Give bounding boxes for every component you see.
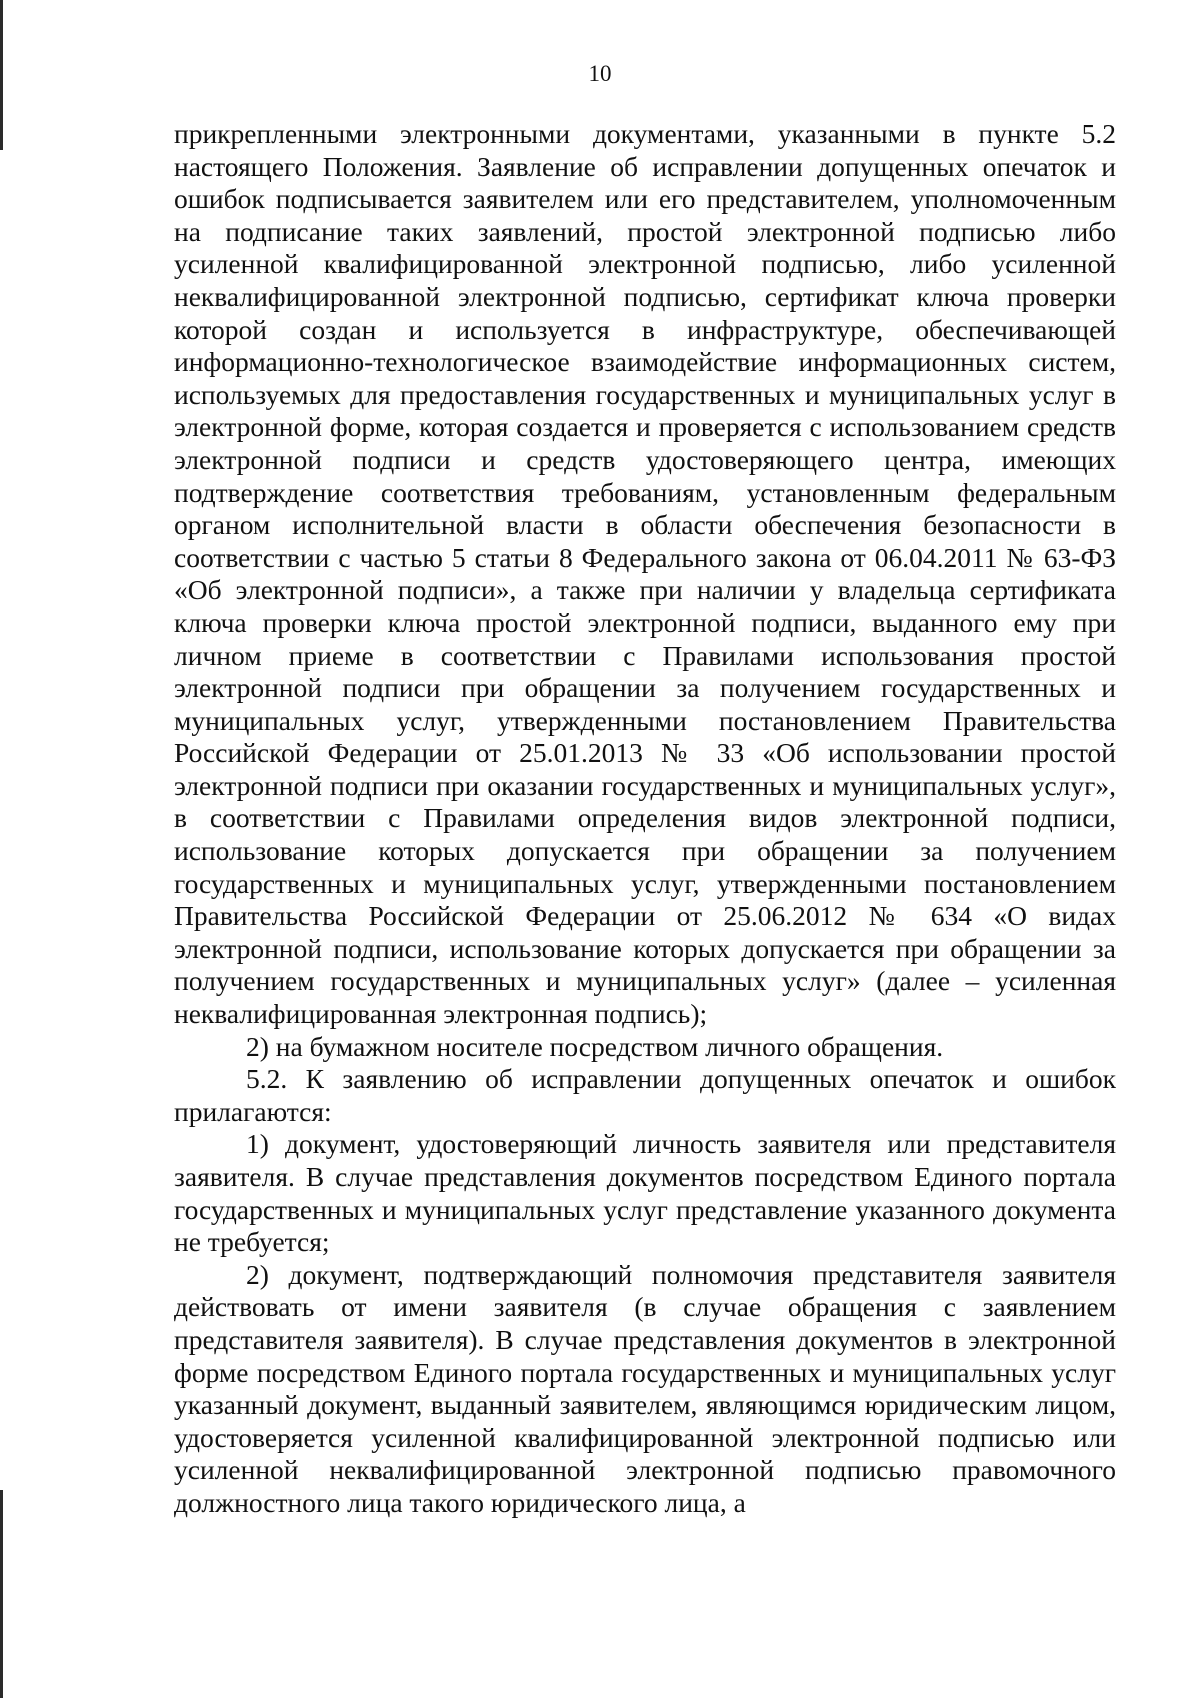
page-number: 10 <box>588 61 612 86</box>
scan-edge-bottom <box>0 1490 3 1698</box>
paragraph-item-2-paper: 2) на бумажном носителе посредством личного обращения. <box>246 1030 944 1062</box>
document-body <box>174 118 1116 1520</box>
paragraph-item-1-identity: 1) документ, удостоверяющий личность заявителя или представителя заявителя. В случае представления документов посредством Единого портала государственных и муниципальных услуг представление указанного документа не требуется; <box>174 1128 1116 1258</box>
paragraph-section-5-2: 5.2. К заявлению об исправлении допущенных опечаток и ошибок прилагаются: <box>174 1063 1116 1127</box>
paragraph-item-2-authority: 2) документ, подтверждающий полномочия представителя заявителя действовать от имени заявителя (в случае обращения с заявлением представителя заявителя). В случае представления документов в электронной форме посредством Единого портала государственных и муниципальных услуг указанный документ, выданный заявителем, являющимся юридическим лицом, удостоверяется усиленной квалифицированной электронной подписью или усиленной неквалифицированной электронной подписью правомочного должностного лица такого юридического лица, а <box>174 1258 1116 1518</box>
paragraph-continuation: прикрепленными электронными документами, указанными в пункте 5.2 настоящего Положения. Заявление об исправлении допущенных опечаток и ошибок подписывается заявителем или его представителем, уполномоченным на подписание таких заявлений, простой электронной подписью либо усиленной квалифицированной электронной подписью, либо усиленной неквалифицированной электронной подписью, сертификат ключа проверки которой создан и используется в инфраструктуре, обеспечивающей информационно-технологическое взаимодействие информационных систем, используемых для предоставления государственных и муниципальных услуг в электронной форме, которая создается и проверяется с использованием средств электронной подписи и средств удостоверяющего центра, имеющих подтверждение соответствия требованиям, установленным федеральным органом исполнительной власти в области обеспечения безопасности в соответствии с частью 5 статьи 8 Федерального закона от 06.04.2011 № 63-ФЗ «Об электронной подписи», а также при наличии у владельца сертификата ключа проверки ключа простой электронной подписи, выданного ему при личном приеме в соответствии с Правилами использования простой электронной подписи при обращении за получением государственных и муниципальных услуг, утвержденными постановлением Правительства Российской Федерации от 25.01.2013 № 33 «Об использовании простой электронной подписи при оказании государственных и муниципальных услуг», в соответствии с Правилами определения видов электронной подписи, использование которых допускается при обращении за получением государственных и муниципальных услуг, утвержденными постановлением Правительства Российской Федерации от 25.06.2012 № 634 «О видах электронной подписи, использование которых допускается при обращении за получением государственных и муниципальных услуг» (далее – усиленная неквалифицированная электронная подпись); <box>174 118 1116 1030</box>
